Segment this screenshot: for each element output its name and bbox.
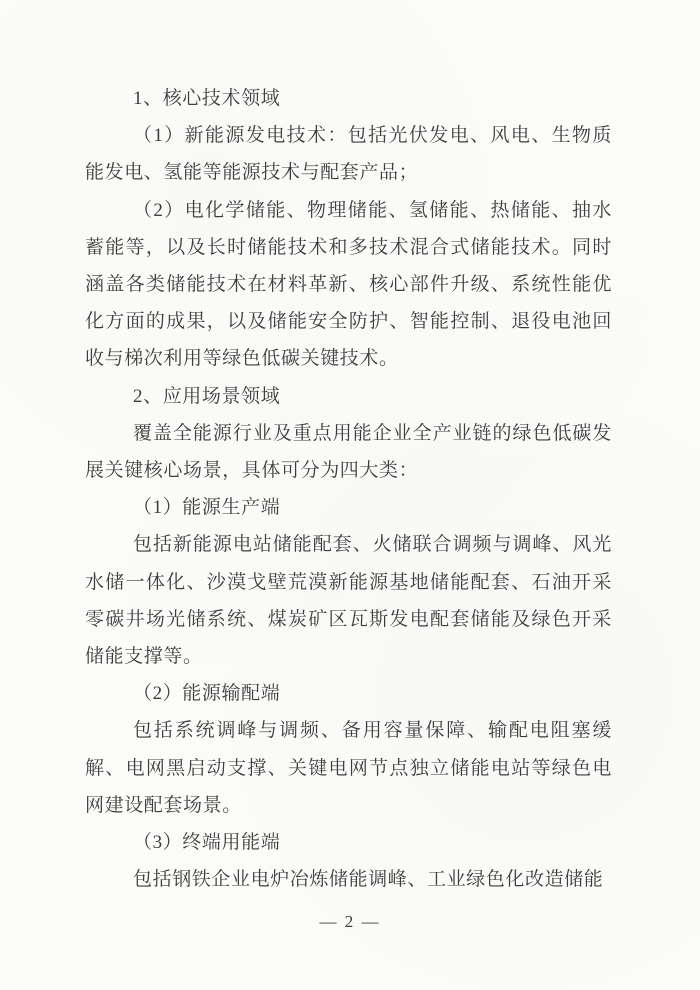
heading-energy-production-side: （1）能源生产端 (133, 497, 281, 519)
paragraph-energy-production-detail: 包括新能源电站储能配套、火储联合调频与调峰、风光水储一体化、沙漠戈壁荒漠新能源基地储能配套、石油开采零碳井场光储系统、煤炭矿区瓦斯发电配套储能及绿色开采储能支撑等。 (85, 534, 612, 668)
paragraph-energy-storage-tech: （2）电化学储能、物理储能、氢储能、热储能、抽水蓄能等，以及长时储能技术和多技术混合式储能技术。同时涵盖各类储能技术在材料革新、核心部件升级、系统性能优化方面的成果，以及储能安全防护、智能控制、退役电池回收与梯次利用等绿色低碳关键技术。 (85, 199, 612, 370)
heading-core-technology-areas: 1、核心技术领域 (133, 88, 281, 109)
paragraph-energy-transmission-detail: 包括系统调峰与调频、备用容量保障、输配电阻塞缓解、电网黑启动支撑、关键电网节点独立储能电站等绿色电网建设配套场景。 (85, 720, 612, 816)
paragraph-scenario-overview: 覆盖全能源行业及重点用能企业全产业链的绿色低碳发展关键核心场景，具体可分为四大类： (85, 422, 612, 482)
page-number: — 2 — (319, 912, 381, 931)
document-body (85, 80, 612, 898)
heading-application-scenarios: 2、应用场景领域 (133, 385, 281, 407)
heading-energy-transmission-side: （2）能源输配端 (133, 683, 281, 705)
paragraph-new-energy-generation: （1）新能源发电技术：包括光伏发电、风电、生物质能发电、氢能等能源技术与配套产品； (85, 125, 612, 184)
paragraph-terminal-energy-use-detail: 包括钢铁企业电炉冶炼储能调峰、工业绿色化改造储能 (133, 869, 604, 891)
heading-terminal-energy-use-side: （3）终端用能端 (133, 832, 281, 854)
page-footer (0, 912, 700, 932)
